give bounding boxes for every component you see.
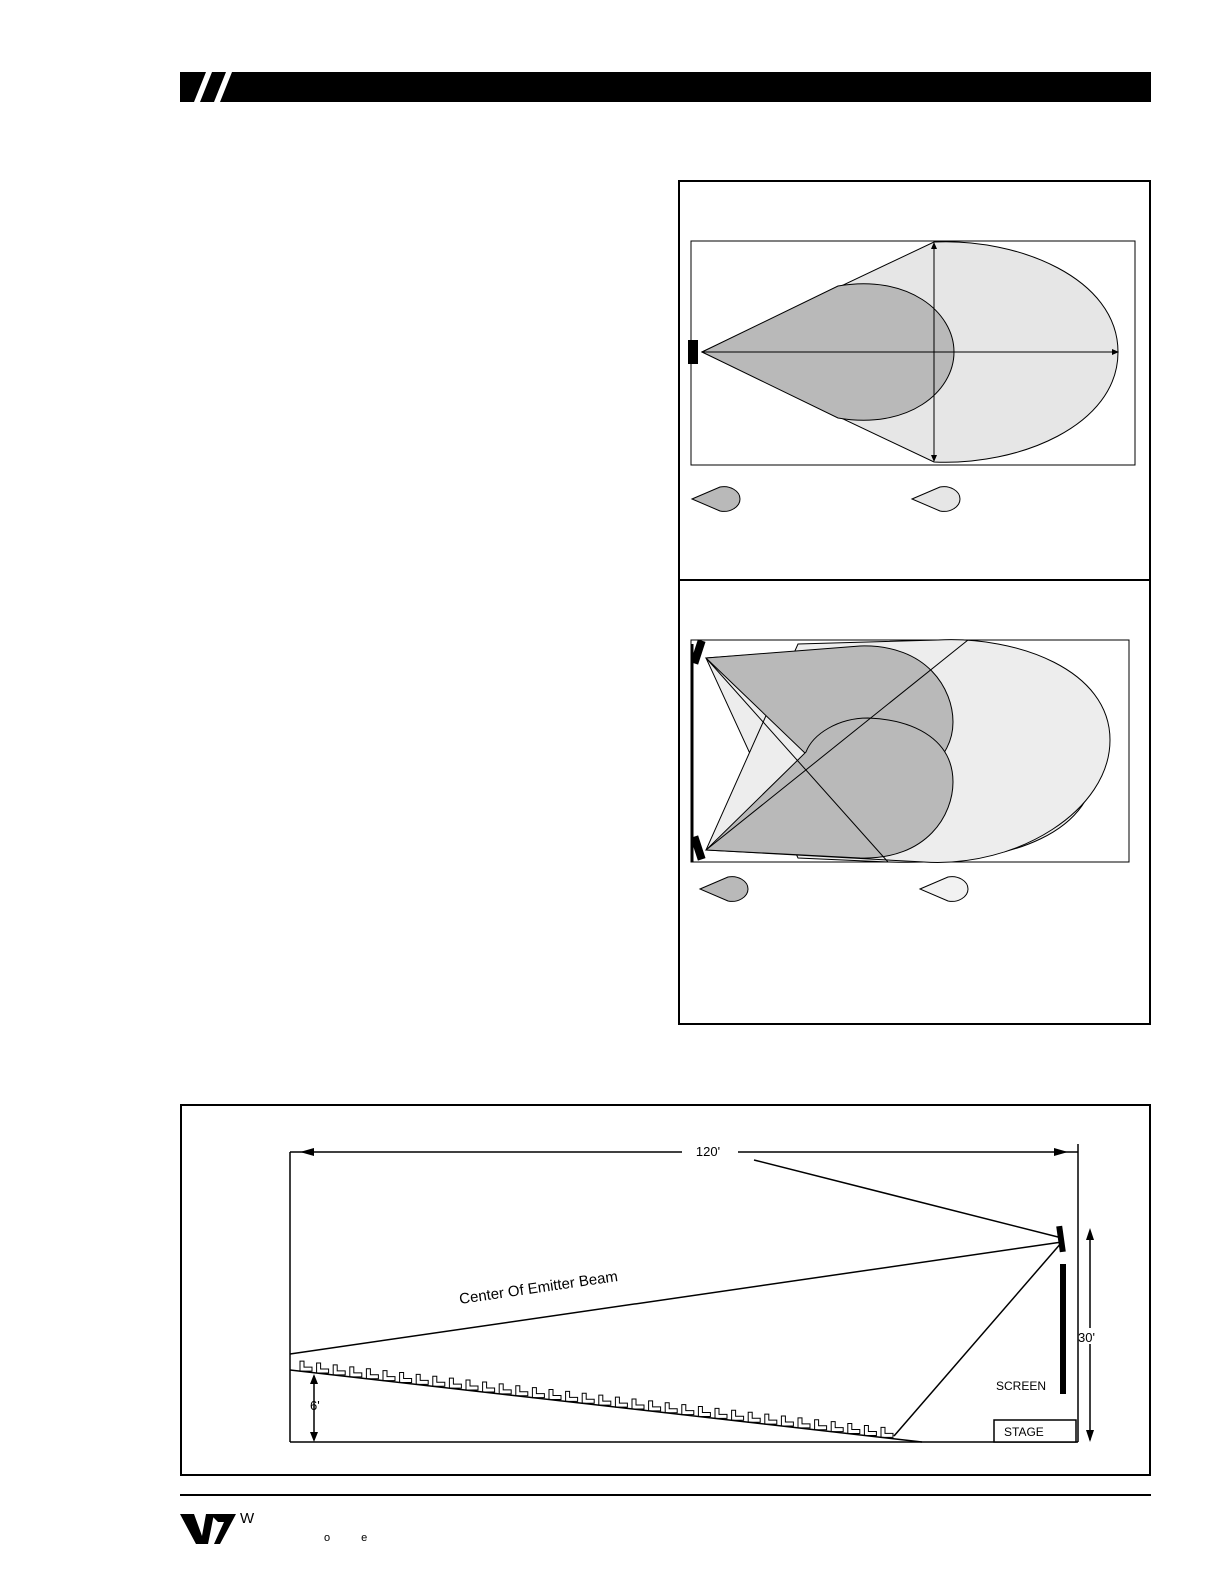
seat-icon (449, 1378, 461, 1388)
emitter-icon (688, 340, 698, 364)
seat-icon (466, 1380, 478, 1390)
light-drop-icon (910, 484, 966, 514)
light-drop-icon (918, 874, 974, 904)
logo-wordmark: W (240, 1510, 255, 1527)
header-bar (180, 72, 1151, 102)
seat-icon (765, 1414, 777, 1424)
seating-rows (300, 1361, 893, 1437)
seat-icon (665, 1403, 677, 1413)
seat-icon (848, 1424, 860, 1434)
panel-divider (678, 579, 1151, 581)
logo-subtext: o e (324, 1532, 382, 1544)
seat-icon (516, 1386, 528, 1396)
seat-icon (483, 1382, 495, 1392)
seat-icon (300, 1361, 312, 1371)
dual-emitter-coverage-diagram (688, 630, 1138, 868)
seat-icon (333, 1365, 345, 1375)
stage-label: STAGE (1004, 1425, 1044, 1439)
seat-icon (549, 1390, 561, 1400)
seat-icon (864, 1425, 876, 1435)
length-dimension-label: 120' (695, 1144, 721, 1159)
seat-icon (599, 1395, 611, 1405)
single-emitter-coverage-diagram (688, 238, 1138, 470)
footer-rule (180, 1494, 1151, 1496)
seat-icon (433, 1376, 445, 1386)
seat-icon (881, 1427, 893, 1437)
beam-label: Center Of Emitter Beam (458, 1268, 619, 1308)
screen-label: SCREEN (996, 1379, 1047, 1393)
seat-icon (566, 1391, 578, 1401)
riser-dimension-label: 6' (310, 1398, 320, 1413)
seat-icon (715, 1408, 727, 1418)
seat-icon (383, 1371, 395, 1381)
seat-icon (615, 1397, 627, 1407)
company-logo-icon (180, 1514, 240, 1544)
seat-icon (350, 1367, 362, 1377)
seat-icon (831, 1422, 843, 1432)
seat-icon (781, 1416, 793, 1426)
seat-icon (400, 1372, 412, 1382)
seat-icon (682, 1405, 694, 1415)
seat-icon (798, 1418, 810, 1428)
theater-section-diagram (182, 1106, 1149, 1474)
shaded-drop-icon (698, 874, 754, 904)
seat-icon (317, 1363, 329, 1373)
seat-icon (698, 1407, 710, 1417)
seat-icon (649, 1401, 661, 1411)
seat-icon (582, 1393, 594, 1403)
seat-icon (748, 1412, 760, 1422)
seat-icon (815, 1420, 827, 1430)
seat-icon (532, 1388, 544, 1398)
height-dimension-label: 30' (1078, 1330, 1095, 1345)
emitter-icon (1056, 1226, 1066, 1253)
shaded-drop-icon (690, 484, 746, 514)
seat-icon (732, 1410, 744, 1420)
seat-icon (499, 1384, 511, 1394)
seat-icon (366, 1369, 378, 1379)
screen-bar (1060, 1264, 1066, 1394)
seat-icon (632, 1399, 644, 1409)
seat-icon (416, 1374, 428, 1384)
